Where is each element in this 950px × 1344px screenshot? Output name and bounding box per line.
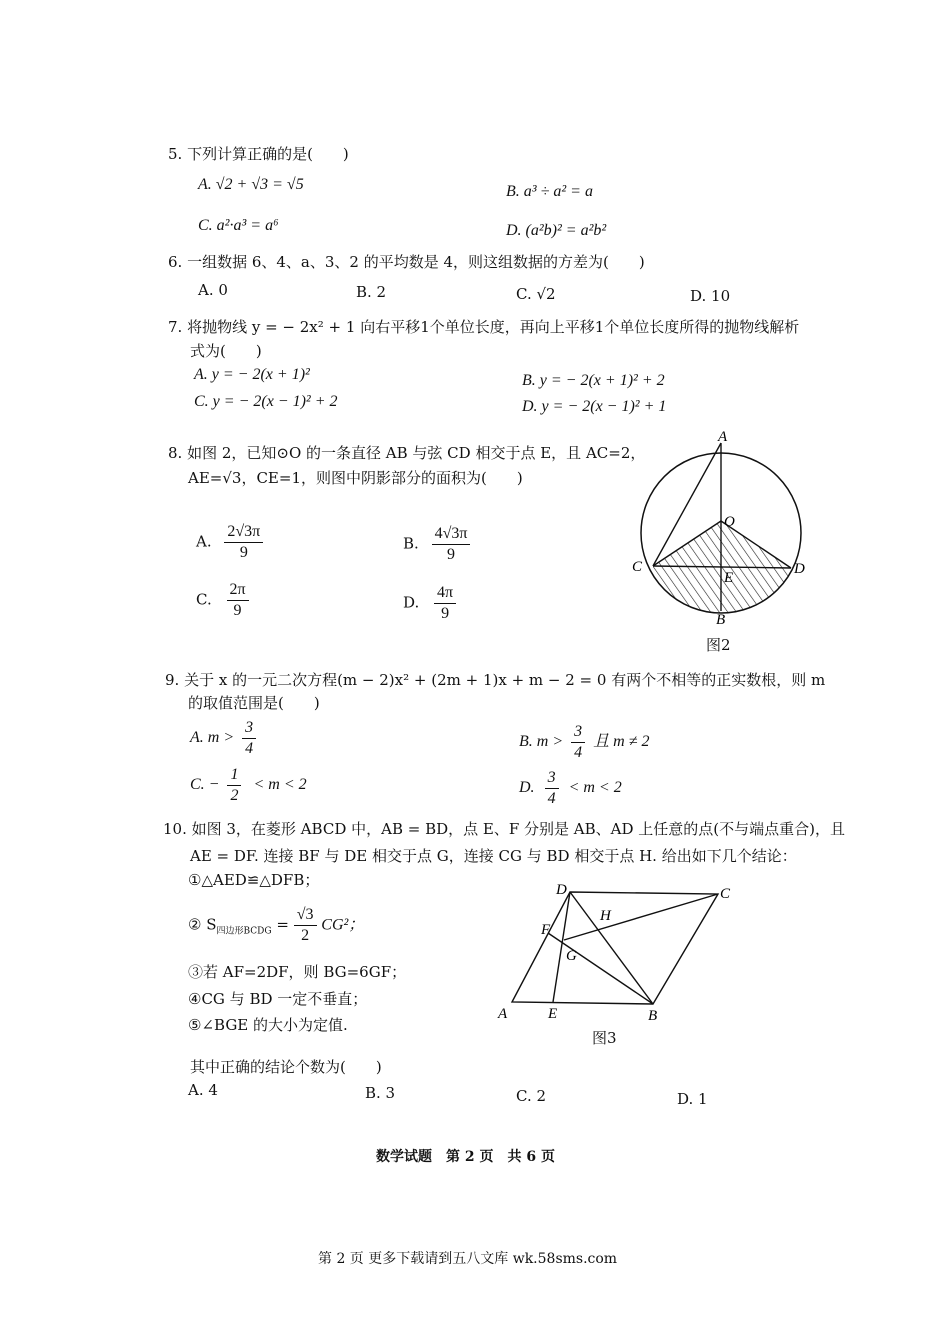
q7-option-b: B. y = − 2(x + 1)² + 2 <box>522 372 665 389</box>
q8-option-b-fraction <box>432 524 471 565</box>
figure-3-caption: 图3 <box>592 1029 617 1047</box>
point-c-label: C <box>632 559 643 575</box>
diagonal-bd <box>570 892 653 1004</box>
q9-option-b-prefix: B. m > <box>519 733 564 751</box>
q9-option-d <box>519 768 622 809</box>
point-d-label: D <box>794 561 805 577</box>
point-o-label: O <box>724 514 735 530</box>
q8-stem-line1: 8. 如图 2，已知⊙O 的一条直径 AB 与弦 CD 相交于点 E，且 AC=2， <box>168 444 646 462</box>
download-note: 第 2 页 更多下载请到五八文库 wk.58sms.com <box>318 1251 618 1267</box>
q9-option-d-suffix: < m < 2 <box>568 779 622 797</box>
rhombus-abcd <box>512 892 718 1004</box>
q8-option-b-denominator: 9 <box>447 546 455 563</box>
q7-option-a: A. y = − 2(x + 1)² <box>194 366 310 383</box>
q9-stem-line1: 9. 关于 x 的一元二次方程(m − 2)x² + (2m + 1)x + m − 2 = 0 有两个不相等的正实数根，则 m <box>165 671 826 689</box>
q9-option-d-fraction <box>545 768 559 809</box>
q9-option-a-numerator: 3 <box>242 718 256 739</box>
figure-2-caption: 图2 <box>706 636 731 654</box>
q8-option-a-label: A. <box>196 532 212 551</box>
q9-option-c-denominator: 2 <box>230 787 239 804</box>
point-b-label: B <box>648 1008 658 1023</box>
q7-option-c: C. y = − 2(x − 1)² + 2 <box>194 393 338 410</box>
q9-stem-line2: 的取值范围是( ) <box>188 694 320 712</box>
q9-option-a-prefix: A. m > <box>190 729 235 747</box>
point-b-label: B <box>716 612 726 625</box>
segment-bf <box>548 933 653 1004</box>
q5-option-b: B. a³ ÷ a² = a <box>506 183 593 200</box>
q10-conclusion-2-subscript: 四边形BCDG <box>216 926 272 937</box>
q8-option-b <box>403 524 470 565</box>
q10-conclusion-2-suffix: CG²； <box>321 916 365 934</box>
q7-option-d: D. y = − 2(x − 1)² + 1 <box>522 398 667 415</box>
point-d-label: D <box>556 882 567 898</box>
q9-option-a-denominator: 4 <box>245 740 254 757</box>
q9-option-b-numerator: 3 <box>571 722 585 743</box>
q10-conclusion-3: ③若 AF=2DF，则 BG=6GF； <box>188 963 407 981</box>
q8-option-d-label: D. <box>403 593 420 612</box>
q9-option-a-fraction <box>242 718 256 759</box>
q6-option-a: A. 0 <box>198 281 228 299</box>
q5-option-d: D. (a²b)² = a²b² <box>506 222 607 239</box>
q9-option-b-fraction <box>571 722 585 763</box>
q8-stem-line2: AE=√3，CE=1，则图中阴影部分的面积为( ) <box>188 469 523 487</box>
q9-option-b-suffix: 且 m ≠ 2 <box>593 733 650 751</box>
q10-conclusion-2 <box>188 905 364 946</box>
q8-option-d-fraction <box>434 583 456 624</box>
q10-stem-line1: 10. 如图 3，在菱形 ABCD 中，AB = BD，点 E、F 分别是 AB、AD 上任意的点(不与端点重合)，且 <box>163 820 845 838</box>
q6-option-c: C. √2 <box>516 285 556 303</box>
q10-conclusion-2-prefix: ② S <box>188 915 217 934</box>
q8-option-a-numerator: 2√3π <box>224 522 263 543</box>
q5-option-c: C. a²·a³ = a⁶ <box>198 217 279 234</box>
q8-option-d <box>403 583 456 624</box>
q10-conclusion-2-denominator: 2 <box>301 927 310 944</box>
q10-conclusion-1: ①△AED≌△DFB； <box>188 871 320 889</box>
point-a-label: A <box>498 1006 508 1022</box>
point-f-label: F <box>541 922 551 938</box>
q10-conclusion-5: ⑤∠BGE 的大小为定值. <box>188 1016 348 1034</box>
shaded-region <box>653 521 791 625</box>
q8-option-c-label: C. <box>196 590 212 609</box>
q8-option-c-denominator: 9 <box>233 602 242 619</box>
point-e-label: E <box>724 570 734 586</box>
q7-stem-line2: 式为( ) <box>190 342 262 360</box>
point-c-label: C <box>720 886 731 902</box>
q8-option-a-fraction <box>224 522 263 563</box>
q9-option-c-suffix: < m < 2 <box>253 776 307 794</box>
q10-conclusion-2-fraction <box>294 905 317 946</box>
q8-option-b-label: B. <box>403 534 419 553</box>
q10-conclusion-2-equals: = <box>276 915 289 934</box>
q8-option-d-denominator: 9 <box>441 605 450 622</box>
q8-option-b-numerator: 4√3π <box>432 524 471 545</box>
point-e-label: E <box>548 1006 558 1022</box>
q8-option-a <box>196 522 263 563</box>
q10-conclusion-4: ④CG 与 BD 一定不垂直； <box>188 990 368 1008</box>
q10-option-d: D. 1 <box>677 1090 708 1108</box>
q8-option-a-denominator: 9 <box>239 544 248 561</box>
q9-option-b <box>519 722 649 763</box>
q6-stem: 6. 一组数据 6、4、a、3、2 的平均数是 4，则这组数据的方差为( ) <box>168 253 645 271</box>
q9-option-d-denominator: 4 <box>547 790 556 807</box>
q8-option-c-numerator: 2π <box>227 580 249 601</box>
q9-option-c-prefix: C. − <box>190 776 220 794</box>
q10-conclusion-2-numerator: √3 <box>294 905 317 926</box>
q6-option-d: D. 10 <box>690 287 731 305</box>
q9-option-c <box>190 765 307 806</box>
q8-option-d-numerator: 4π <box>434 583 456 604</box>
q8-option-c <box>196 580 249 621</box>
point-a-label: A <box>718 429 728 445</box>
q10-question: 其中正确的结论个数为( ) <box>190 1058 382 1076</box>
q5-option-a: A. √2 + √3 = √5 <box>198 176 304 193</box>
q10-option-c: C. 2 <box>516 1087 547 1105</box>
point-h-label: H <box>600 908 611 924</box>
q9-option-a <box>190 718 256 759</box>
q9-option-c-fraction <box>227 765 241 806</box>
q10-stem-line2: AE = DF. 连接 BF 与 DE 相交于点 G，连接 CG 与 BD 相交于点 H. 给出如下几个结论： <box>190 847 797 865</box>
q9-option-d-prefix: D. <box>519 779 535 797</box>
figure-2-circle-diagram <box>622 425 822 625</box>
q7-stem-line1: 7. 将抛物线 y = − 2x² + 1 向右平移1个单位长度，再向上平移1个单位长度所得的抛物线解析 <box>168 318 800 336</box>
q6-option-b: B. 2 <box>356 283 387 301</box>
q8-option-c-fraction <box>227 580 249 621</box>
q9-option-d-numerator: 3 <box>545 768 559 789</box>
q9-option-b-denominator: 4 <box>574 744 583 761</box>
figure-3-rhombus-diagram <box>492 878 742 1023</box>
point-g-label: G <box>566 948 577 964</box>
q9-option-c-numerator: 1 <box>227 765 241 786</box>
q5-stem: 5. 下列计算正确的是( ) <box>168 145 349 163</box>
q10-option-a: A. 4 <box>188 1081 218 1099</box>
page-footer: 数学试题 第 2 页 共 6 页 <box>376 1149 555 1165</box>
q10-option-b: B. 3 <box>365 1084 396 1102</box>
